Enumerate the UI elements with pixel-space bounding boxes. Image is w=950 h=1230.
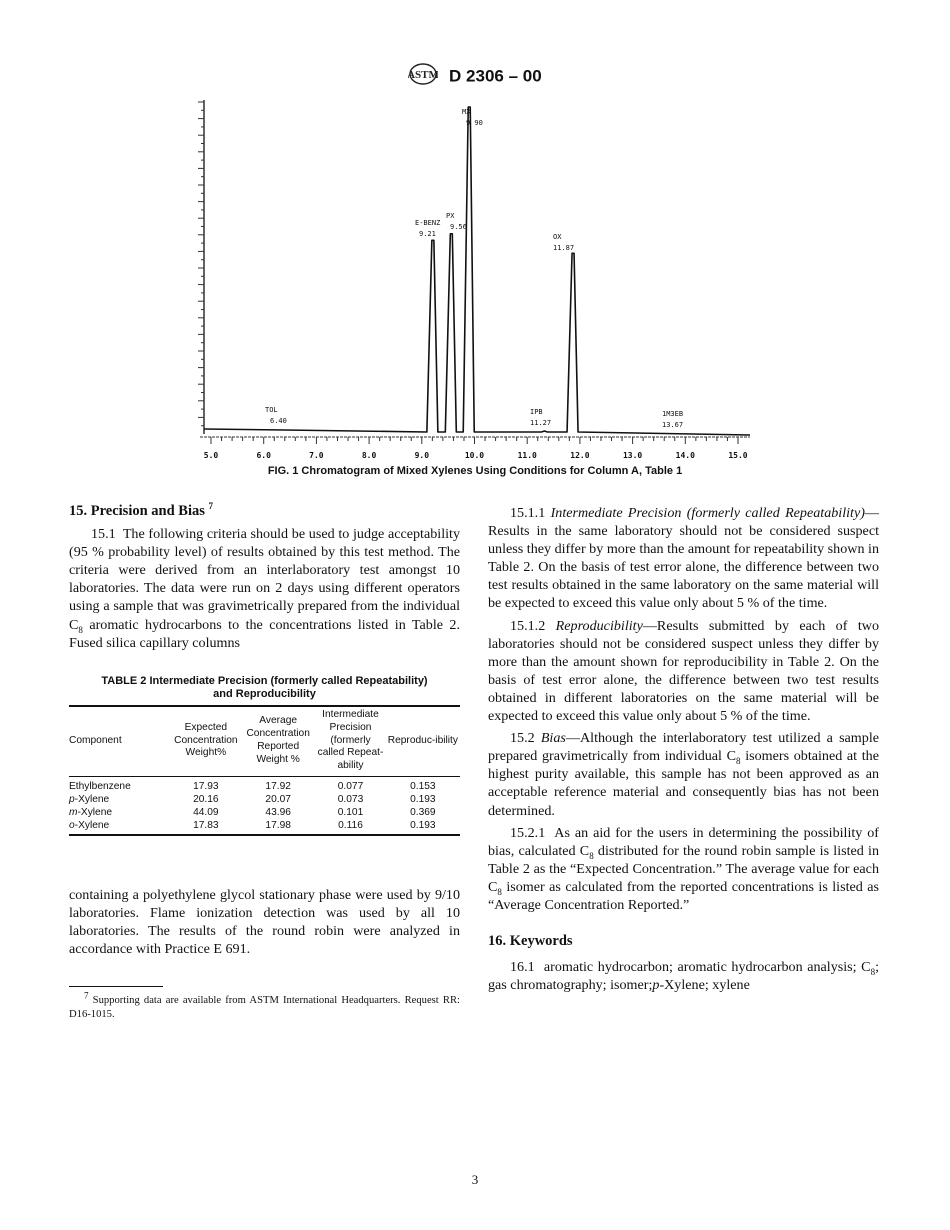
table-row <box>69 793 460 806</box>
peak-label-time: 13.67 <box>662 421 684 429</box>
col-header-expected: Expected Concentration Weight% <box>171 706 241 776</box>
chromatogram-trace <box>204 107 750 435</box>
cell-expected: 44.09 <box>193 806 219 818</box>
cell-expected: 17.83 <box>171 819 241 835</box>
left-column-continued <box>69 886 460 958</box>
peak-label-time: 9 90 <box>466 119 483 127</box>
astm-logo-icon <box>408 62 438 91</box>
peak-label-time: 11.87 <box>553 244 575 252</box>
cell-intermediate: 0.073 <box>337 793 364 805</box>
table-title: TABLE 2 Intermediate Precision (formerly called Repeatability) and Reproducibility <box>101 675 428 700</box>
paragraph-15-1-1: 15.1.1 Intermediate Precision (formerly called Repeatability)—Results in the same laboratory should not be considered suspect unless they differ by more than the amount for repeatability shown in Table 2. On the basis of test error alone, the difference between two test results obtained in the same laboratory on the same material will be expected to exceed this value only about 5 % of the time. <box>488 505 879 612</box>
x-tick-label: 14.0 <box>675 451 695 460</box>
cell-intermediate: 0.101 <box>337 806 364 818</box>
peak-label-name: 1M3EB <box>662 410 684 418</box>
cell-reproducibility: 0.369 <box>410 806 436 818</box>
x-tick-label: 13.0 <box>622 451 643 460</box>
col-header-average: Average Concentration Reported Weight % <box>241 706 315 776</box>
footnote-ref[interactable]: 7 <box>208 501 214 512</box>
section-15-heading: 15. Precision and Bias $^7$ <box>69 501 214 519</box>
x-tick-label: 15.0 <box>728 451 748 460</box>
cell-average: 43.96 <box>265 806 291 818</box>
chromatogram-figure <box>190 95 760 465</box>
peak-label-name: TOL <box>265 406 278 414</box>
cell-average: 17.98 <box>241 819 315 835</box>
table-row <box>69 776 460 793</box>
peak-label-time: 11.27 <box>530 419 552 427</box>
cell-average: 20.07 <box>265 793 291 805</box>
paragraph-15-1-continued: containing a polyethylene glycol stationary phase were used by 9/10 laboratories. Flame ionization detection was used by all 10 laboratories. The results of the round robin were analyzed in accordance with Practice E 691. <box>69 887 460 958</box>
cell-reproducibility: 0.153 <box>410 780 436 792</box>
page-number: 3 <box>471 1172 479 1187</box>
paragraph-15-2-1: 15.2.1 As an aid for the users in determining the possibility of bias, calculated $C_8$ distributed for the round robin sample is listed in Table 2 as the “Expected Concentration.” The average value for each $C_8$ isomer as calculated from the reported concentrations is listed as “Average Concentration Reported.” <box>488 824 879 913</box>
col-header-reproducibility: Reproduc-ibility <box>386 706 460 776</box>
cell-average: 17.92 <box>265 780 291 792</box>
x-tick-label: 12.0 <box>570 451 590 460</box>
footnote-divider <box>69 986 163 987</box>
cell-expected: 20.16 <box>193 793 219 805</box>
peak-label-name: IPB <box>530 408 543 416</box>
peak-label-time: 9.56 <box>450 223 467 231</box>
table-2 <box>69 675 460 836</box>
cell-expected: 17.93 <box>193 780 219 792</box>
left-column <box>69 502 460 652</box>
paragraph-15-1: 15.1 The following criteria should be used to judge acceptability (95 % probability level) of results obtained by this test method. The criteria were derived from an interlaboratory test amongst 10 laboratories. The data were run on 2 days using different operators using a sample that was gravimetrically prepared from the individual $C_8$ aromatic hydrocarbons to the concentrations listed in Table 2. Fused silica capillary columns <box>69 526 460 651</box>
paragraph-15-2: 15.2 Bias—Although the interlaboratory test utilized a sample prepared gravimetrically from individual $C_8$ isomers obtained at the highest purity available, this sample has not been approved as an acceptable reference material and consequently bias has not been determined. <box>488 730 879 819</box>
footnote: $^7$ Supporting data are available from ASTM International Headquarters. Request RR: D16-1015. <box>69 990 460 1020</box>
cell-component: p-Xylene <box>69 793 110 805</box>
svg-text:ASTM: ASTM <box>408 69 439 81</box>
x-tick-label: 9.0 <box>414 451 430 460</box>
table-row <box>69 819 460 835</box>
cell-reproducibility: 0.193 <box>410 793 436 805</box>
paragraph-16-1: 16.1 aromatic hydrocarbon; aromatic hydrocarbon analysis; $C_8$; gas chromatography; isomer;p-Xylene; xylene <box>488 959 879 994</box>
page-header <box>0 62 950 91</box>
paragraph-15-1-2: 15.1.2 Reproducibility—Results submitted by each of two laboratories should not be considered suspect unless they differ by more than the amount shown for reproducibility in Table 2. On the basis of test error alone, the difference between two test results obtained in different laboratories on the same material will be expected to exceed this value only about 5 % of the time. <box>488 617 879 725</box>
precision-table <box>69 705 460 836</box>
table-row <box>69 806 460 819</box>
cell-reproducibility: 0.193 <box>386 819 460 835</box>
x-tick-label: 6.0 <box>256 451 271 460</box>
col-header-component: Component <box>69 706 171 776</box>
figure-caption: FIG. 1 Chromatogram of Mixed Xylenes Using Conditions for Column A, Table 1 <box>267 465 683 477</box>
right-column <box>488 504 879 998</box>
x-tick-label: 10.0 <box>464 451 485 460</box>
peak-label-name: E-BENZ <box>415 219 441 227</box>
x-tick-label: 7.0 <box>309 451 324 460</box>
peak-label-name: OX <box>553 233 562 241</box>
document-id: D 2306 – 00 <box>449 66 542 86</box>
chromatogram-plot <box>190 95 760 465</box>
section-16-heading: 16. Keywords <box>488 933 573 950</box>
cell-component: o-Xylene <box>69 819 171 835</box>
x-tick-label: 8.0 <box>361 451 377 460</box>
cell-component: m-Xylene <box>69 806 113 818</box>
cell-intermediate: 0.116 <box>315 819 385 835</box>
cell-component: Ethylbenzene <box>69 780 131 792</box>
x-tick-label: 11.0 <box>517 451 537 460</box>
x-tick-label: 5.0 <box>203 451 219 460</box>
peak-label-name: PX <box>446 212 455 220</box>
cell-intermediate: 0.077 <box>337 780 364 792</box>
col-header-intermediate: Intermediate Precision (formerly called Repeat-ability <box>315 706 385 776</box>
peak-label-time: 6.40 <box>270 417 287 425</box>
peak-label-time: 9.21 <box>419 230 436 238</box>
peak-label-name: MX <box>462 108 471 116</box>
